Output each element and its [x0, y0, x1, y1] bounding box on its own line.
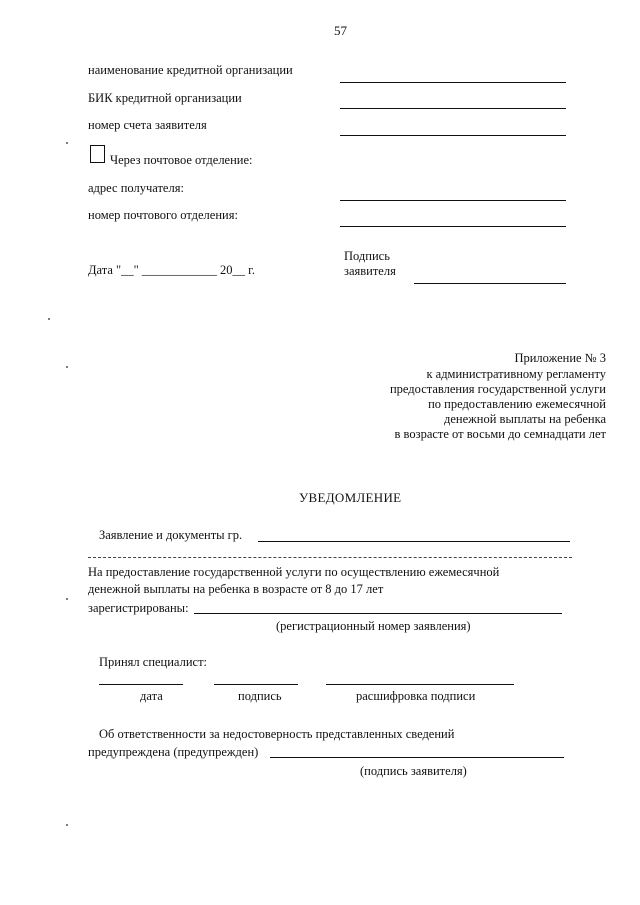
applicant-signature-field[interactable]: [414, 283, 566, 284]
registration-number-caption: (регистрационный номер заявления): [276, 619, 471, 633]
specialist-signature-field[interactable]: [214, 684, 298, 685]
scan-speck: [66, 598, 68, 600]
bank-name-label: наименование кредитной организации: [88, 63, 293, 77]
signature-caption: подпись: [238, 689, 282, 703]
applicant-prefix: Заявление и документы гр.: [99, 528, 243, 542]
specialist-label: Принял специалист:: [99, 655, 208, 669]
decoding-caption: расшифровка подписи: [356, 689, 476, 703]
responsibility-line-1: Об ответственности за недостоверность представленных сведений: [99, 727, 455, 741]
scan-speck: [66, 366, 68, 368]
responsibility-signature-field[interactable]: [270, 757, 564, 758]
appendix-line-6: в возрасте от восьми до семнадцати лет: [394, 427, 606, 441]
specialist-date-field[interactable]: [99, 684, 183, 685]
applicant-name-field-continuation[interactable]: [88, 557, 572, 558]
appendix-line-1: Приложение № 3: [514, 351, 606, 365]
recipient-address-label: адрес получателя:: [88, 181, 184, 195]
page-number: 57: [334, 23, 347, 38]
specialist-decoding-field[interactable]: [326, 684, 514, 685]
signature-label-line1: Подпись: [344, 249, 390, 263]
bank-bik-label: БИК кредитной организации: [88, 91, 242, 105]
postal-option-label: Через почтовое отделение:: [110, 153, 253, 167]
appendix-line-4: по предоставлению ежемесячной: [428, 397, 606, 411]
date-label: Дата "__" ____________ 20__ г.: [88, 263, 255, 277]
date-caption: дата: [140, 689, 163, 703]
applicant-name-field[interactable]: [258, 541, 570, 542]
registration-number-field[interactable]: [194, 613, 562, 614]
signature-label-line2: заявителя: [344, 264, 396, 278]
scan-speck: [48, 318, 50, 320]
account-label: номер счета заявителя: [88, 118, 207, 132]
appendix-line-2: к административному регламенту: [426, 367, 606, 381]
notice-title: УВЕДОМЛЕНИЕ: [299, 490, 402, 505]
post-office-field[interactable]: [340, 226, 566, 227]
postal-option-checkbox[interactable]: [90, 145, 105, 163]
bank-name-field[interactable]: [340, 82, 566, 83]
post-office-label: номер почтового отделения:: [88, 208, 238, 222]
notice-body-line-2: денежной выплаты на ребенка в возрасте от 8 до 17 лет: [88, 582, 384, 596]
scan-speck: [66, 142, 68, 144]
registered-label: зарегистрированы:: [88, 601, 189, 615]
appendix-line-3: предоставления государственной услуги: [389, 382, 606, 396]
bank-bik-field[interactable]: [340, 108, 566, 109]
account-field[interactable]: [340, 135, 566, 136]
appendix-line-5: денежной выплаты на ребенка: [444, 412, 606, 426]
responsibility-line-2: предупреждена (предупрежден): [88, 745, 259, 759]
notice-body-line-1: На предоставление государственной услуги по осуществлению ежемесячной: [88, 565, 500, 579]
recipient-address-field[interactable]: [340, 200, 566, 201]
scan-speck: [66, 824, 68, 826]
applicant-signature-caption: (подпись заявителя): [360, 764, 467, 778]
